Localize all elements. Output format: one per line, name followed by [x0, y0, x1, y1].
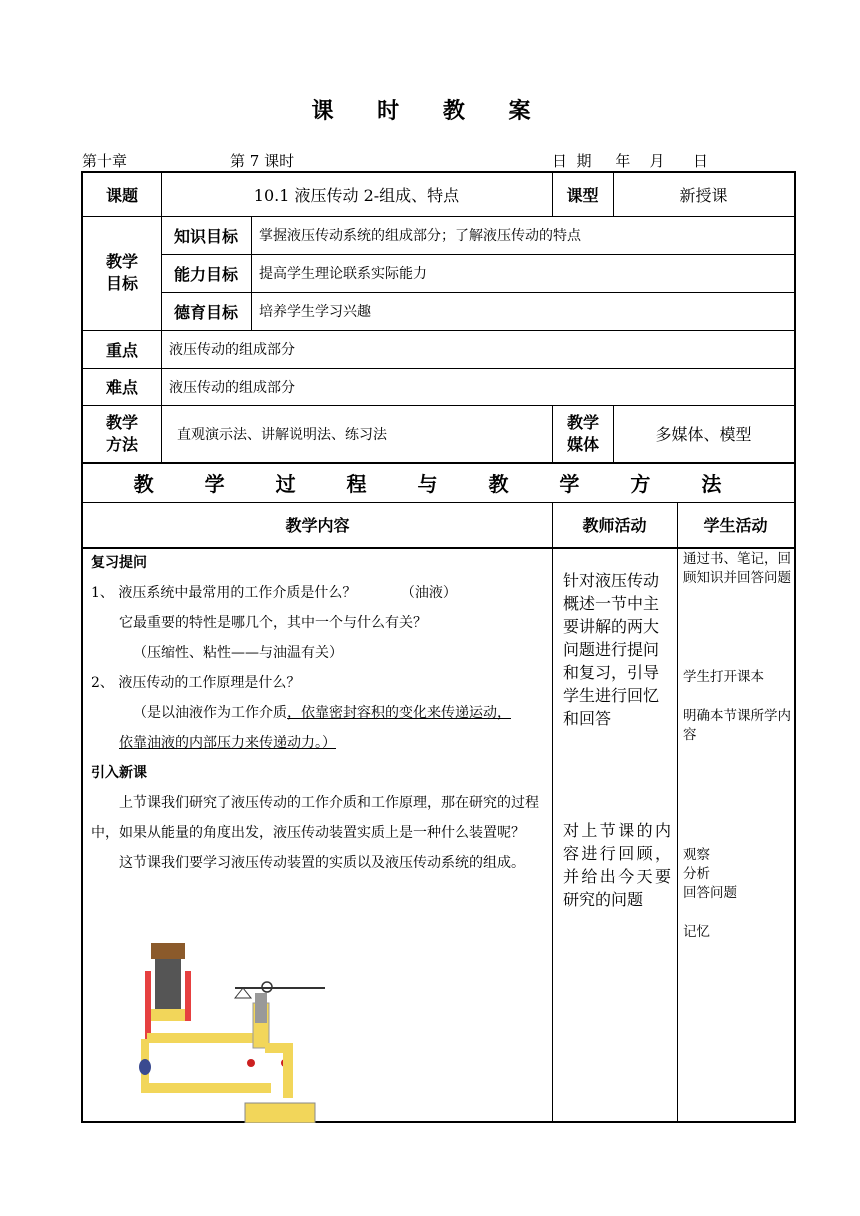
- col-content-header: 教学内容: [285, 516, 350, 535]
- student-activity-memorize: 记忆: [683, 924, 710, 940]
- date-label: 日 期 年 月 日: [552, 152, 709, 170]
- student-activity-1: 通过书、笔记，回顾知识并回答问题: [683, 551, 791, 586]
- difficulty-label: 难点: [105, 378, 138, 397]
- lesson-plan-table: [81, 171, 796, 1123]
- question-2-answer-c: 依靠油液的内部压力来传递动力。）: [119, 735, 336, 751]
- intro-paragraph-2: 这节课我们要学习液压传动装置的实质以及液压传动系统的组成。: [119, 855, 525, 871]
- question-2-answer-a: （是以油液作为工作介质: [133, 705, 287, 721]
- key-value: 液压传动的组成部分: [169, 342, 295, 358]
- col-teacher-header: 教师活动: [582, 516, 647, 535]
- page-title: 课 时 教 案: [311, 98, 549, 124]
- student-activity-observe: 观察: [683, 847, 710, 863]
- oil-pipe-bottom: [141, 1083, 271, 1093]
- large-piston: [155, 959, 181, 1009]
- lesson-label: 第 7 课时: [230, 152, 295, 170]
- goal-knowledge-label: 知识目标: [173, 226, 238, 246]
- student-activity-2: 学生打开课本: [683, 669, 764, 685]
- teacher-activity-2: 对上节课的内容进行回顾，并给出今天要研究的问题: [563, 821, 671, 909]
- goal-moral-value: 培养学生学习兴趣: [259, 304, 371, 320]
- goal-knowledge-value: 掌握液压传动系统的组成部分；了解液压传动的特点: [259, 228, 581, 244]
- media-label: 教学媒体: [566, 412, 599, 454]
- question-1: 1、 液压系统中最常用的工作介质是什么？ （油液）: [91, 585, 457, 601]
- type-value: 新授课: [679, 186, 728, 205]
- topic-label: 课题: [105, 186, 138, 205]
- key-label: 重点: [105, 340, 138, 360]
- hydraulic-jack-diagram: [135, 943, 335, 1123]
- process-title: 教 学 过 程 与 教 学 方 法: [133, 471, 744, 496]
- question-1-answer: （压缩性、粘性——与油温有关）: [133, 645, 343, 661]
- intro-heading: 引入新课: [91, 765, 147, 781]
- question-2-answer-b: ，依靠密封容积的变化来传递运动，: [287, 705, 511, 721]
- student-activity-analyze: 分析: [683, 866, 710, 882]
- goal-ability-label: 能力目标: [173, 264, 238, 284]
- oil-pipe-top: [147, 1033, 257, 1043]
- valve-icon: [139, 1059, 151, 1075]
- teacher-activity-1: 针对液压传动概述一节中主要讲解的两大问题进行提问和复习，引导学生进行回忆和回答: [563, 571, 660, 728]
- goal-ability-value: 提高学生理论联系实际能力: [259, 266, 427, 282]
- type-label: 课型: [566, 186, 599, 205]
- student-activity-3: 明确本节课所学内容: [683, 708, 791, 743]
- question-2: 2、 液压传动的工作原理是什么？: [91, 675, 301, 691]
- topic-value: 10.1 液压传动 2-组成、特点: [253, 186, 460, 205]
- difficulty-value: 液压传动的组成部分: [169, 379, 295, 396]
- intro-paragraph-1: 上节课我们研究了液压传动的工作介质和工作原理，那在研究的过程中，如果从能量的角度出发，液压传动装置实质上是一种什么装置呢？: [91, 795, 539, 841]
- goals-label: 教学目标: [105, 252, 138, 293]
- media-value: 多媒体、模型: [655, 425, 752, 444]
- question-1-sub: 它最重要的特性是哪几个，其中一个与什么有关？: [119, 615, 427, 631]
- chapter-label: 第十章: [82, 152, 128, 170]
- method-value: 直观演示法、讲解说明法、练习法: [177, 426, 387, 443]
- review-heading: 复习提问: [91, 555, 147, 571]
- goal-moral-label: 德育目标: [173, 302, 238, 322]
- student-activity-answer: 回答问题: [683, 885, 737, 901]
- content-column: [91, 548, 547, 948]
- small-piston: [255, 993, 267, 1023]
- method-label: 教学方法: [105, 412, 138, 454]
- col-student-header: 学生活动: [703, 516, 768, 535]
- piston-cap: [151, 943, 185, 959]
- oil-tank: [245, 1103, 315, 1123]
